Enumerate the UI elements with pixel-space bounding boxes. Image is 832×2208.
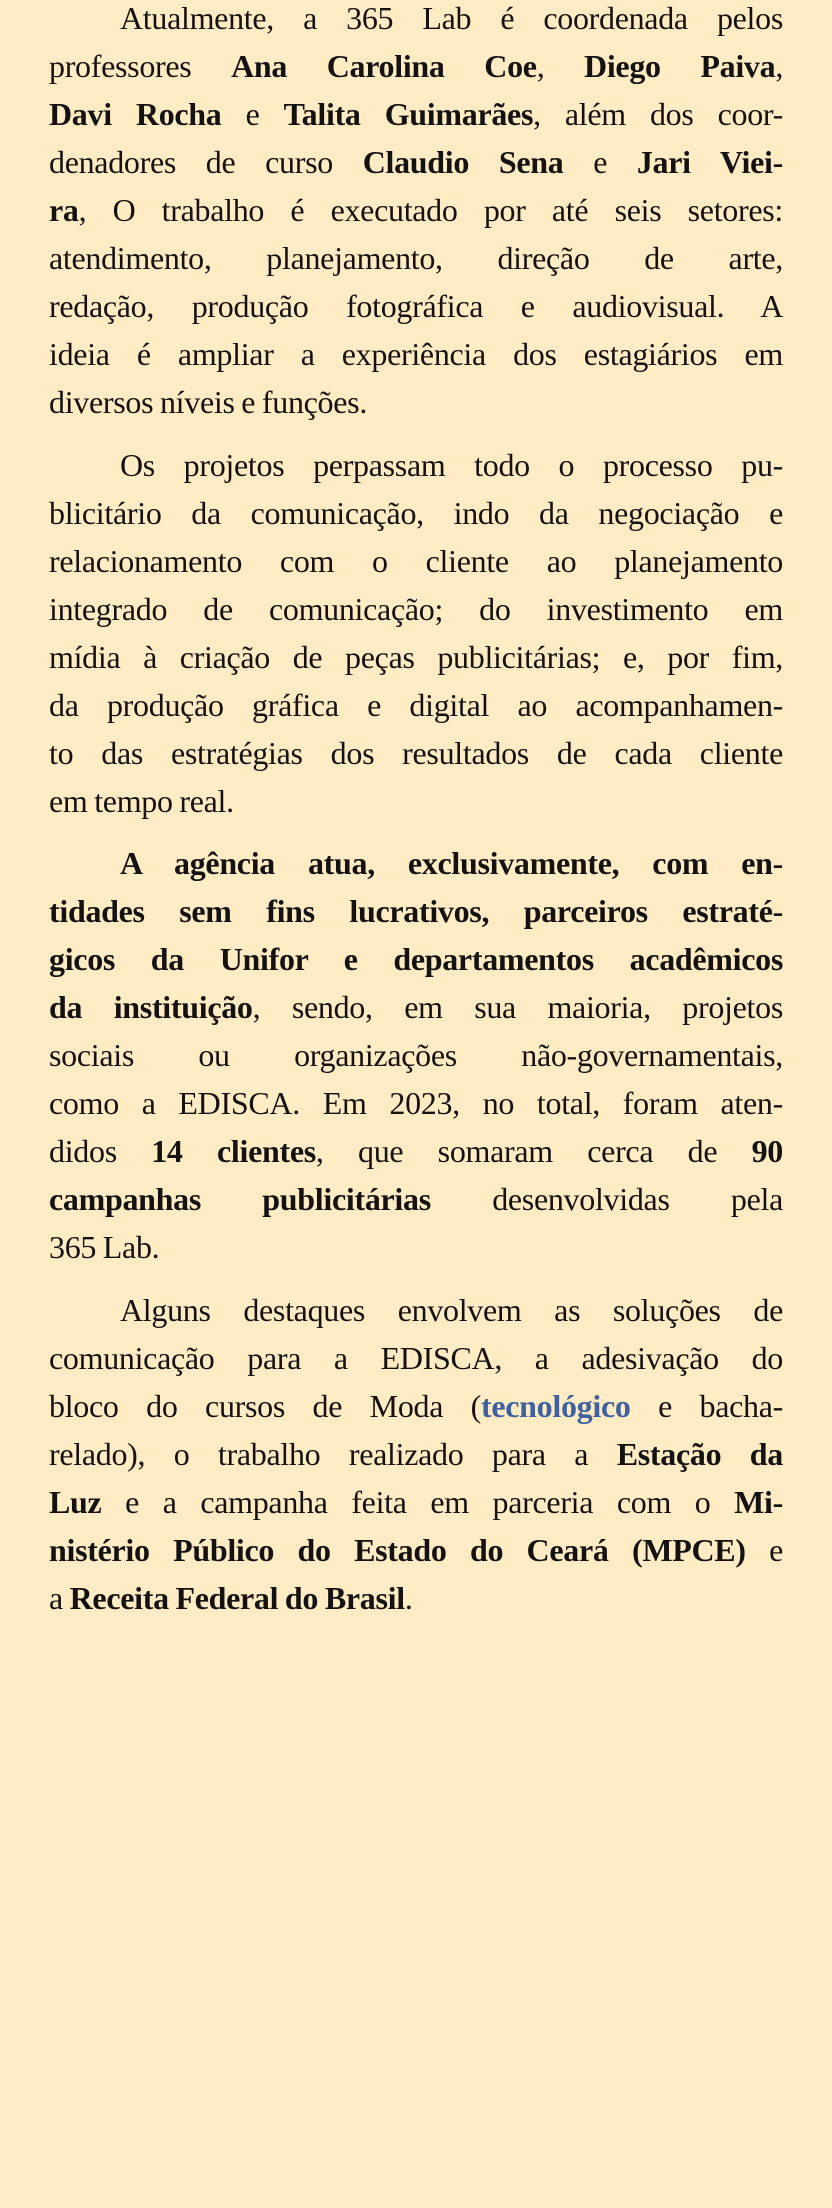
text-line — [49, 777, 783, 825]
text-line — [49, 887, 783, 935]
text-line — [49, 1127, 783, 1175]
text-line — [49, 234, 783, 282]
paragraph — [49, 1286, 783, 1622]
body-text: . — [404, 1579, 413, 1616]
bold-text: nistério Público do Estado do Ceará (MPCE) — [49, 1531, 746, 1568]
text-line — [49, 330, 783, 378]
text-line — [49, 1175, 783, 1223]
bold-text: Talita Guimarães — [283, 96, 534, 132]
body-text: , — [536, 48, 585, 84]
body-text: da produção gráfica e digital ao acompanhamen- — [49, 686, 783, 723]
bold-text: Receita Federal do Brasil — [69, 1579, 405, 1616]
text-line — [49, 0, 783, 42]
text-line — [49, 983, 783, 1031]
text-line — [49, 681, 783, 729]
text-line — [49, 1478, 783, 1526]
bold-text: ra — [49, 192, 79, 228]
body-text: , O trabalho é executado por até seis setores: — [78, 192, 783, 228]
body-text: Os projetos perpassam todo o processo pu- — [120, 446, 783, 483]
body-text: didos — [49, 1133, 152, 1169]
body-text: , que somaram cerca de — [315, 1133, 752, 1169]
body-text: Alguns destaques envolvem as soluções de — [120, 1291, 783, 1328]
body-text: denadores de curso — [49, 144, 363, 180]
paragraph — [49, 839, 783, 1271]
text-line — [49, 1430, 783, 1478]
text-line — [49, 839, 783, 887]
body-text: integrado de comunicação; do investimento em — [49, 590, 783, 627]
text-line — [49, 90, 783, 138]
paragraph — [49, 441, 783, 825]
body-text: bloco do cursos de Moda ( — [49, 1387, 482, 1424]
body-text: 365 Lab. — [49, 1229, 160, 1265]
body-text: desenvolvidas pela — [430, 1181, 783, 1217]
text-line — [49, 378, 783, 426]
text-line — [49, 282, 783, 330]
text-line — [49, 537, 783, 585]
bold-text: Luz — [49, 1483, 102, 1520]
paragraph — [49, 0, 783, 426]
text-line — [49, 633, 783, 681]
bold-text: tidades sem fins lucrativos, parceiros estraté- — [49, 893, 783, 929]
body-text: comunicação para a EDISCA, a adesivação do — [49, 1339, 783, 1376]
bold-text: Ana Carolina Coe — [231, 48, 537, 84]
body-text: mídia à criação de peças publicitárias; e, por fim, — [49, 638, 783, 675]
body-text: to das estratégias dos resultados de cada cliente — [49, 734, 783, 771]
text-line — [49, 138, 783, 186]
body-text: ideia é ampliar a experiência dos estagiários em — [49, 336, 783, 372]
bold-text: Mi- — [734, 1483, 783, 1520]
body-text: relado), o trabalho realizado para a — [49, 1435, 617, 1472]
text-line — [49, 1334, 783, 1382]
body-text: redação, produção fotográfica e audiovisual. A — [49, 288, 783, 324]
body-text: e bacha- — [630, 1387, 783, 1424]
body-text: , além dos coor- — [533, 96, 783, 132]
body-text: e a campanha feita em parceria com o — [101, 1483, 735, 1520]
bold-text: 14 clientes — [151, 1133, 316, 1169]
text-line — [49, 585, 783, 633]
body-text: como a EDISCA. Em 2023, no total, foram aten- — [49, 1085, 783, 1121]
body-text: e — [221, 96, 284, 132]
bold-text: da instituição — [49, 989, 253, 1025]
bold-text: Estação da — [616, 1435, 783, 1472]
bold-text: A agência atua, exclusivamente, com en- — [120, 845, 783, 881]
link-tecnologico[interactable]: tecnológico — [481, 1387, 631, 1424]
bold-text: gicos da Unifor e departamentos acadêmicos — [49, 941, 783, 977]
body-text: a — [49, 1579, 70, 1616]
bold-text: Claudio Sena — [362, 144, 564, 180]
text-line — [49, 1286, 783, 1334]
bold-text: Davi Rocha — [49, 96, 222, 132]
text-line — [49, 186, 783, 234]
text-line — [49, 42, 783, 90]
text-line — [49, 1382, 783, 1430]
body-text: atendimento, planejamento, direção de arte, — [49, 240, 783, 276]
text-line — [49, 935, 783, 983]
bold-text: 90 — [751, 1133, 784, 1169]
body-text: e — [563, 144, 637, 180]
text-line — [49, 1031, 783, 1079]
body-text: em tempo real. — [49, 782, 234, 819]
body-text: Atualmente, a 365 Lab é coordenada pelos — [120, 0, 783, 36]
text-line — [49, 729, 783, 777]
bold-text: Diego Paiva — [584, 48, 776, 84]
body-text: , — [775, 48, 784, 84]
body-text: sociais ou organizações não-governamentais, — [49, 1037, 783, 1073]
body-text: diversos níveis e funções. — [49, 384, 368, 420]
text-line — [49, 1223, 783, 1271]
body-text: , sendo, em sua maioria, projetos — [252, 989, 783, 1025]
body-text: professores — [49, 48, 232, 84]
body-text: relacionamento com o cliente ao planejamento — [49, 542, 783, 579]
text-line — [49, 1574, 783, 1622]
body-text: blicitário da comunicação, indo da negociação e — [49, 494, 783, 531]
article-body — [49, 0, 783, 1636]
text-line — [49, 441, 783, 489]
text-line — [49, 1526, 783, 1574]
text-line — [49, 1079, 783, 1127]
text-line — [49, 489, 783, 537]
body-text: e — [745, 1531, 783, 1568]
bold-text: campanhas publicitárias — [49, 1181, 431, 1217]
bold-text: Jari Viei- — [636, 144, 783, 180]
